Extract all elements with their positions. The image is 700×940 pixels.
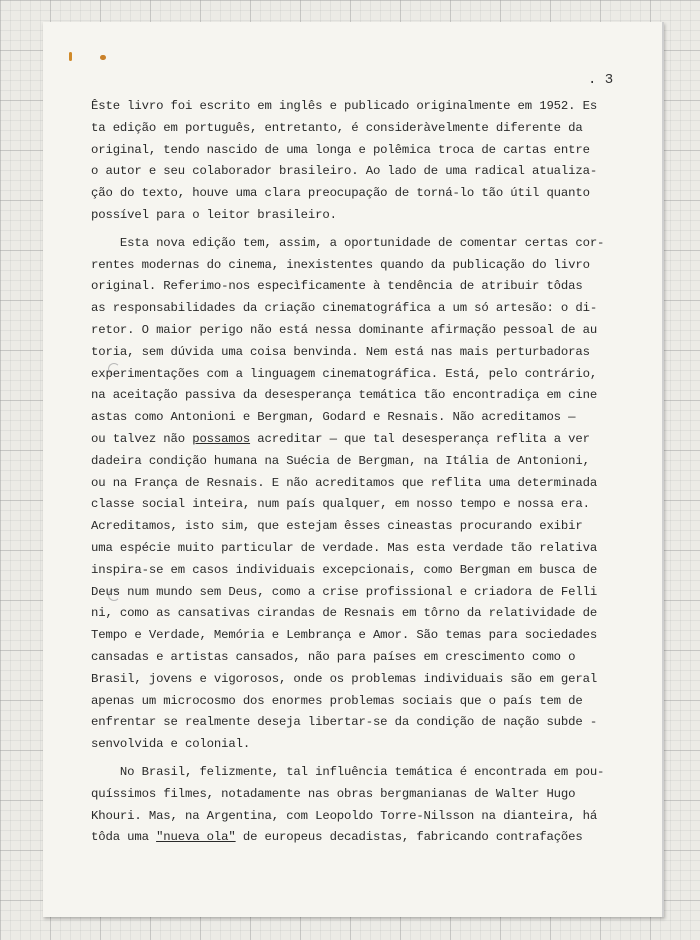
rust-stain — [69, 52, 72, 61]
text-line: Êste livro foi escrito em inglês e publicado originalmente em 1952. Es — [91, 99, 598, 113]
text-line: na aceitação passiva da desesperança temática tão encontradiça em cine — [91, 388, 598, 403]
text-line: quíssimos filmes, notadamente nas obras bergmanianas de Walter Hugo — [91, 786, 576, 801]
rust-stain — [100, 55, 106, 60]
body-text — [91, 96, 605, 849]
text-line: o autor e seu colaborador brasileiro. Ao lado de uma radical atualiza- — [91, 164, 598, 179]
underlined-word: "nueva ola" — [156, 830, 236, 845]
text-line: original, tendo nascido de uma longa e polêmica troca de cartas entre — [91, 142, 590, 157]
text-line: ção do texto, houve uma clara preocupação de torná-lo tão útil quanto — [91, 186, 590, 201]
text-line: classe social inteira, num país qualquer, em nosso tempo e nossa era. — [91, 497, 590, 512]
underlined-word: possamos — [192, 431, 251, 446]
text-line: No Brasil, felizmente, tal influência temática é encontrada em pou- — [91, 764, 605, 779]
text-line: Acreditamos, isto sim, que estejam êsses cineastas procurando exibir — [91, 519, 583, 534]
text-segment: tôda uma — [91, 830, 157, 845]
text-line: uma espécie muito particular de verdade. Mas esta verdade tão relativa — [91, 540, 598, 555]
text-line: dadeira condição humana na Suécia de Bergman, na Itália de Antonioni, — [91, 453, 590, 468]
text-line: experimentações com a linguagem cinematográfica. Está, pelo contrário, — [91, 366, 598, 381]
page-number: . 3 — [588, 72, 614, 88]
text-line: inspira-se em casos individuais excepcionais, como Bergman em busca de — [91, 562, 598, 577]
text-line: enfrentar se realmente deseja libertar-se da condição de nação subde - — [91, 715, 598, 730]
text-line: Khouri. Mas, na Argentina, com Leopoldo Torre-Nilsson na dianteira, há — [91, 808, 598, 823]
text-line: ta edição em português, entretanto, é consideràvelmente diferente da — [91, 120, 583, 135]
text-line: Esta nova edição tem, assim, a oportunidade de comentar certas cor- — [91, 235, 605, 250]
text-line: cansadas e artistas cansados, não para países em crescimento como o — [91, 649, 576, 664]
text-line: senvolvida e colonial. — [91, 737, 251, 752]
text-line — [91, 429, 591, 451]
text-line: astas como Antonioni e Bergman, Godard e Resnais. Não acreditamos — — [91, 410, 576, 425]
text-segment: de europeus decadistas, fabricando contrafações — [235, 830, 583, 845]
text-line — [91, 827, 591, 849]
text-line: rentes modernas do cinema, inexistentes quando da publicação do livro — [91, 257, 590, 272]
text-line: Tempo e Verdade, Memória e Lembrança e Amor. São temas para sociedades — [91, 628, 598, 643]
text-line: possível para o leitor brasileiro. — [91, 207, 337, 222]
text-line: retor. O maior perigo não está nessa dominante afirmação pessoal de au — [91, 322, 598, 337]
text-line: as responsabilidades da criação cinematográfica a um só artesão: o di- — [91, 301, 598, 316]
text-line: toria, sem dúvida uma coisa benvinda. Nem está nas mais perturbadoras — [91, 344, 590, 359]
text-line: Brasil, jovens e vigorosos, onde os problemas individuais são em geral — [91, 671, 598, 686]
text-line: ou na França de Resnais. E não acreditamos que reflita uma determinada — [91, 475, 598, 490]
text-segment: ou talvez não — [91, 431, 193, 446]
text-segment: acreditar — que tal desesperança reflita a ver — [250, 431, 590, 446]
text-line: apenas um microcosmo dos enormes problemas sociais que o país tem de — [91, 693, 583, 708]
text-line: ni, como as cansativas cirandas de Resnais em tôrno da relatividade de — [91, 606, 598, 621]
text-line: original. Referimo-nos especìficamente à tendência de atribuir tôdas — [91, 279, 583, 294]
text-line: Deus num mundo sem Deus, como a crise profissional e criadora de Felli — [91, 584, 598, 599]
